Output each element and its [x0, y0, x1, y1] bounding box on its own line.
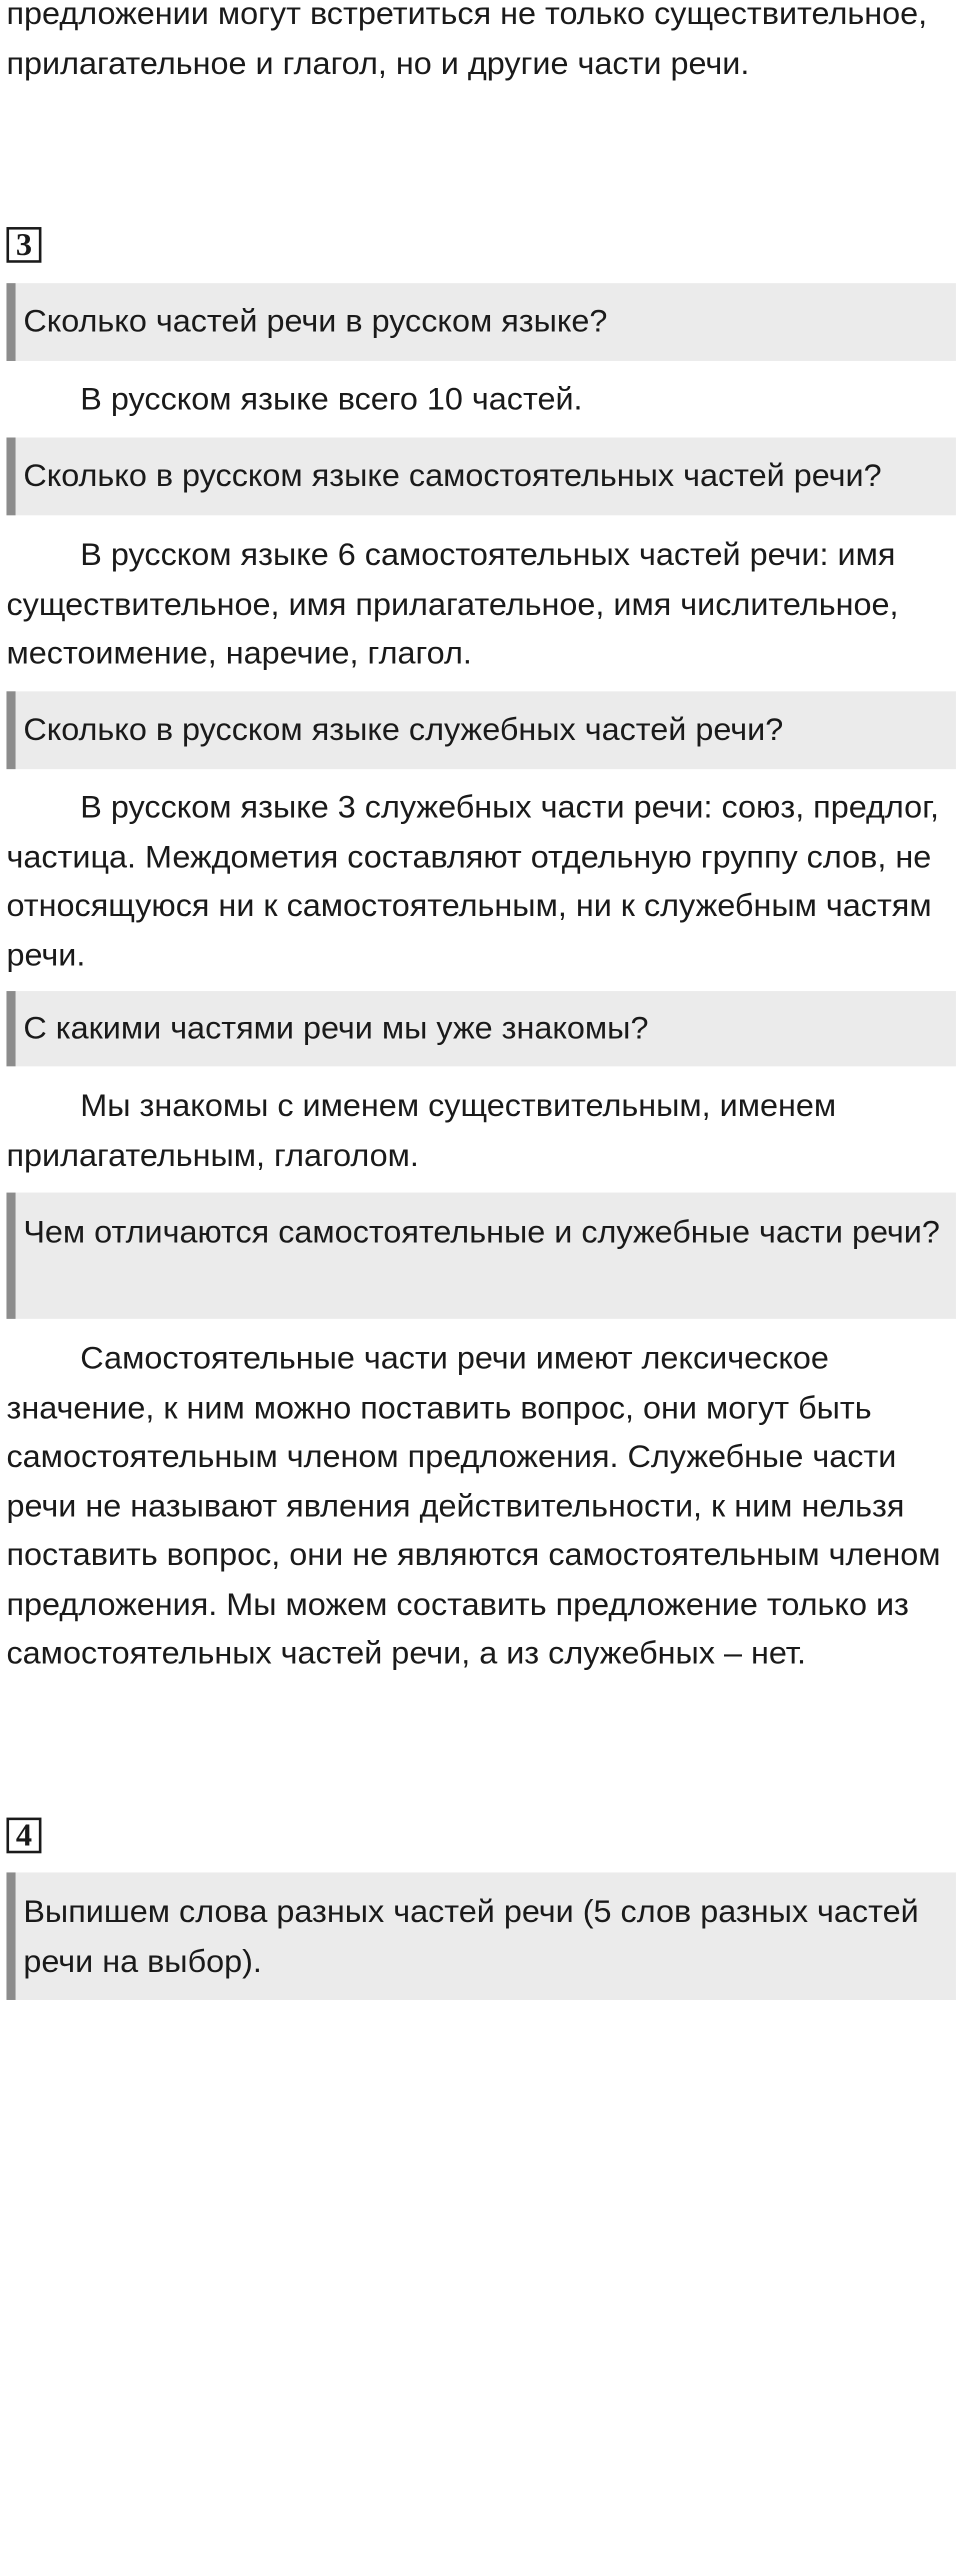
answer-2: В русском языке 6 самостоятельных частей речи: имя существительное, имя прилагательное, имя числительное, местоимение, наречие, глагол. [6, 536, 899, 671]
answer-3: В русском языке 3 служебных части речи: союз, предлог, частица. Междометия составляют отдельную группу слов, не относящуюся ни к самостоятельным, ни к служебным частям речи. [6, 789, 940, 973]
question-4: С какими частями речи мы уже знакомы? [6, 991, 955, 1066]
answer-1: В русском языке всего 10 частей. [80, 381, 583, 418]
task-4-number: 4 [6, 1818, 41, 1854]
question-3: Сколько в русском языке служебных частей речи? [6, 691, 955, 769]
question-2: Сколько в русском языке самостоятельных частей речи? [6, 437, 955, 515]
task-3-number: 3 [6, 227, 41, 263]
answer-5: Самостоятельные части речи имеют лексическое значение, к ним можно поставить вопрос, они могут быть самостоятельным членом предложения. Служебные части речи не называют явления действительности, к ним нельзя поставить вопрос, они не являются самостоятельным членом предложения. Мы можем составить предложение только из самостоятельных частей речи, а из служебных – нет. [6, 1340, 941, 1671]
intro-paragraph: предложении могут встретиться не только существительное, прилагательное и глагол, но и другие части речи. [6, 0, 928, 81]
question-5: Чем отличаются самостоятельные и служебные части речи? [6, 1193, 955, 1319]
task-4-question: Выпишем слова разных частей речи (5 слов разных частей речи на выбор). [6, 1872, 955, 2000]
answer-4: Мы знакомы с именем существительным, именем прилагательным, глаголом. [6, 1088, 837, 1173]
question-1: Сколько частей речи в русском языке? [6, 283, 955, 361]
